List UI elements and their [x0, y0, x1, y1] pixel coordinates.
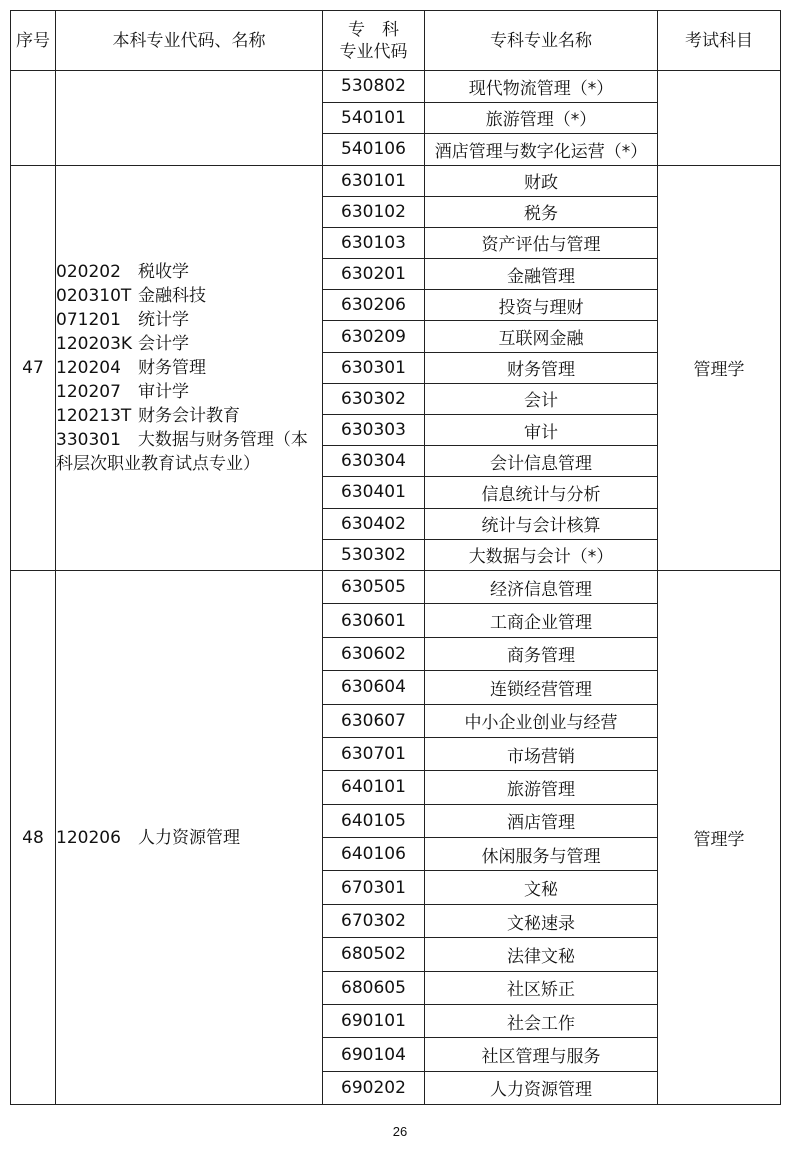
table-body	[11, 71, 781, 1105]
zk-code-cell: 670301	[323, 871, 425, 904]
zk-code-cell: 640105	[323, 804, 425, 837]
bachelor-major	[56, 826, 322, 850]
zk-code-cell: 630701	[323, 737, 425, 770]
zk-name-cell: 旅游管理（*）	[425, 102, 658, 134]
zk-code-cell: 630302	[323, 383, 425, 414]
bachelor-majors-cell	[56, 165, 323, 570]
zk-name-cell: 商务管理	[425, 637, 658, 670]
bachelor-major-name: 财务管理	[138, 357, 206, 378]
zk-name-cell: 统计与会计核算	[425, 508, 658, 539]
header-exam: 考试科目	[658, 11, 781, 71]
zk-code-cell: 690202	[323, 1071, 425, 1104]
zk-name-cell: 大数据与会计（*）	[425, 539, 658, 570]
zk-code-cell: 630201	[323, 259, 425, 290]
zk-code-cell: 630401	[323, 477, 425, 508]
zk-name-cell: 会计信息管理	[425, 446, 658, 477]
bachelor-major-name: 税收学	[138, 261, 189, 282]
zk-name-cell: 财务管理	[425, 352, 658, 383]
bachelor-major-code: 120213T	[56, 405, 132, 426]
zk-code-cell: 630607	[323, 704, 425, 737]
header-zk-code-line1: 专 科	[348, 19, 399, 40]
zk-name-cell: 中小企业创业与经营	[425, 704, 658, 737]
bachelor-major	[56, 356, 322, 380]
zk-name-cell: 社区管理与服务	[425, 1038, 658, 1071]
zk-name-cell: 社区矫正	[425, 971, 658, 1004]
bachelor-major-name: 审计学	[138, 381, 189, 402]
zk-name-cell: 文秘	[425, 871, 658, 904]
zk-code-cell: 680502	[323, 938, 425, 971]
header-zk-code	[323, 11, 425, 71]
zk-code-cell: 690101	[323, 1005, 425, 1038]
zk-name-cell: 法律文秘	[425, 938, 658, 971]
seq-cell: 47	[11, 165, 56, 570]
zk-code-cell: 540101	[323, 102, 425, 134]
table-row	[11, 570, 781, 603]
zk-name-cell: 金融管理	[425, 259, 658, 290]
zk-code-cell: 630102	[323, 196, 425, 227]
zk-code-cell: 630303	[323, 415, 425, 446]
zk-code-cell: 630304	[323, 446, 425, 477]
seq-cell	[11, 71, 56, 166]
bachelor-major-code: 120206	[56, 827, 121, 848]
bachelor-major-code: 020310T	[56, 285, 132, 306]
zk-name-cell: 审计	[425, 415, 658, 446]
zk-name-cell: 会计	[425, 383, 658, 414]
zk-code-cell: 630604	[323, 671, 425, 704]
zk-name-cell: 旅游管理	[425, 771, 658, 804]
zk-name-cell: 工商企业管理	[425, 604, 658, 637]
bachelor-major	[56, 308, 322, 332]
zk-code-cell: 630206	[323, 290, 425, 321]
table-row	[11, 165, 781, 196]
zk-code-cell: 530802	[323, 71, 425, 103]
bachelor-major	[56, 380, 322, 404]
header-seq: 序号	[11, 11, 56, 71]
header-bachelor: 本科专业代码、名称	[56, 11, 323, 71]
zk-name-cell: 市场营销	[425, 737, 658, 770]
zk-code-cell: 690104	[323, 1038, 425, 1071]
zk-name-cell: 休闲服务与管理	[425, 838, 658, 871]
table-row	[11, 71, 781, 103]
zk-name-cell: 税务	[425, 196, 658, 227]
zk-name-cell: 人力资源管理	[425, 1071, 658, 1104]
zk-code-cell: 630301	[323, 352, 425, 383]
zk-code-cell: 630209	[323, 321, 425, 352]
bachelor-major	[56, 284, 322, 308]
zk-code-cell: 680605	[323, 971, 425, 1004]
bachelor-pilot-note: 330301 大数据与财务管理（本科层次职业教育试点专业）	[56, 429, 308, 474]
bachelor-major-name: 财务会计教育	[138, 405, 240, 426]
bachelor-major	[56, 260, 322, 284]
bachelor-major-code: 120204	[56, 357, 121, 378]
zk-name-cell: 酒店管理	[425, 804, 658, 837]
seq-cell: 48	[11, 570, 56, 1104]
bachelor-major-name: 会计学	[138, 333, 189, 354]
major-table	[10, 10, 781, 1105]
zk-code-cell: 670302	[323, 904, 425, 937]
bachelor-major-name: 人力资源管理	[138, 827, 240, 848]
exam-subject-cell: 管理学	[658, 165, 781, 570]
header-zk-name: 专科专业名称	[425, 11, 658, 71]
zk-name-cell: 经济信息管理	[425, 570, 658, 603]
zk-code-cell: 640101	[323, 771, 425, 804]
zk-name-cell: 酒店管理与数字化运营（*）	[425, 134, 658, 166]
zk-code-cell: 630101	[323, 165, 425, 196]
zk-code-cell: 630103	[323, 227, 425, 258]
zk-code-cell: 630402	[323, 508, 425, 539]
bachelor-majors-cell	[56, 71, 323, 166]
header-row	[11, 11, 781, 71]
page-number: 26	[392, 1124, 408, 1139]
bachelor-major	[56, 404, 322, 428]
zk-name-cell: 资产评估与管理	[425, 227, 658, 258]
header-zk-code-line2: 专业代码	[339, 41, 408, 62]
zk-name-cell: 信息统计与分析	[425, 477, 658, 508]
zk-name-cell: 社会工作	[425, 1005, 658, 1038]
zk-code-cell: 540106	[323, 134, 425, 166]
zk-name-cell: 文秘速录	[425, 904, 658, 937]
bachelor-major-name: 统计学	[138, 309, 189, 330]
zk-name-cell: 连锁经营管理	[425, 671, 658, 704]
zk-code-cell: 630505	[323, 570, 425, 603]
zk-name-cell: 互联网金融	[425, 321, 658, 352]
exam-subject-cell	[658, 71, 781, 166]
bachelor-majors-cell	[56, 570, 323, 1104]
zk-name-cell: 投资与理财	[425, 290, 658, 321]
bachelor-major-code: 071201	[56, 309, 121, 330]
bachelor-major	[56, 332, 322, 356]
bachelor-major-name: 金融科技	[138, 285, 206, 306]
zk-name-cell: 现代物流管理（*）	[425, 71, 658, 103]
bachelor-major-code: 120203K	[56, 333, 133, 354]
bachelor-major-code: 120207	[56, 381, 121, 402]
zk-name-cell: 财政	[425, 165, 658, 196]
zk-code-cell: 630601	[323, 604, 425, 637]
exam-subject-cell: 管理学	[658, 570, 781, 1104]
bachelor-major-code: 020202	[56, 261, 121, 282]
zk-code-cell: 530302	[323, 539, 425, 570]
zk-code-cell: 640106	[323, 838, 425, 871]
zk-code-cell: 630602	[323, 637, 425, 670]
